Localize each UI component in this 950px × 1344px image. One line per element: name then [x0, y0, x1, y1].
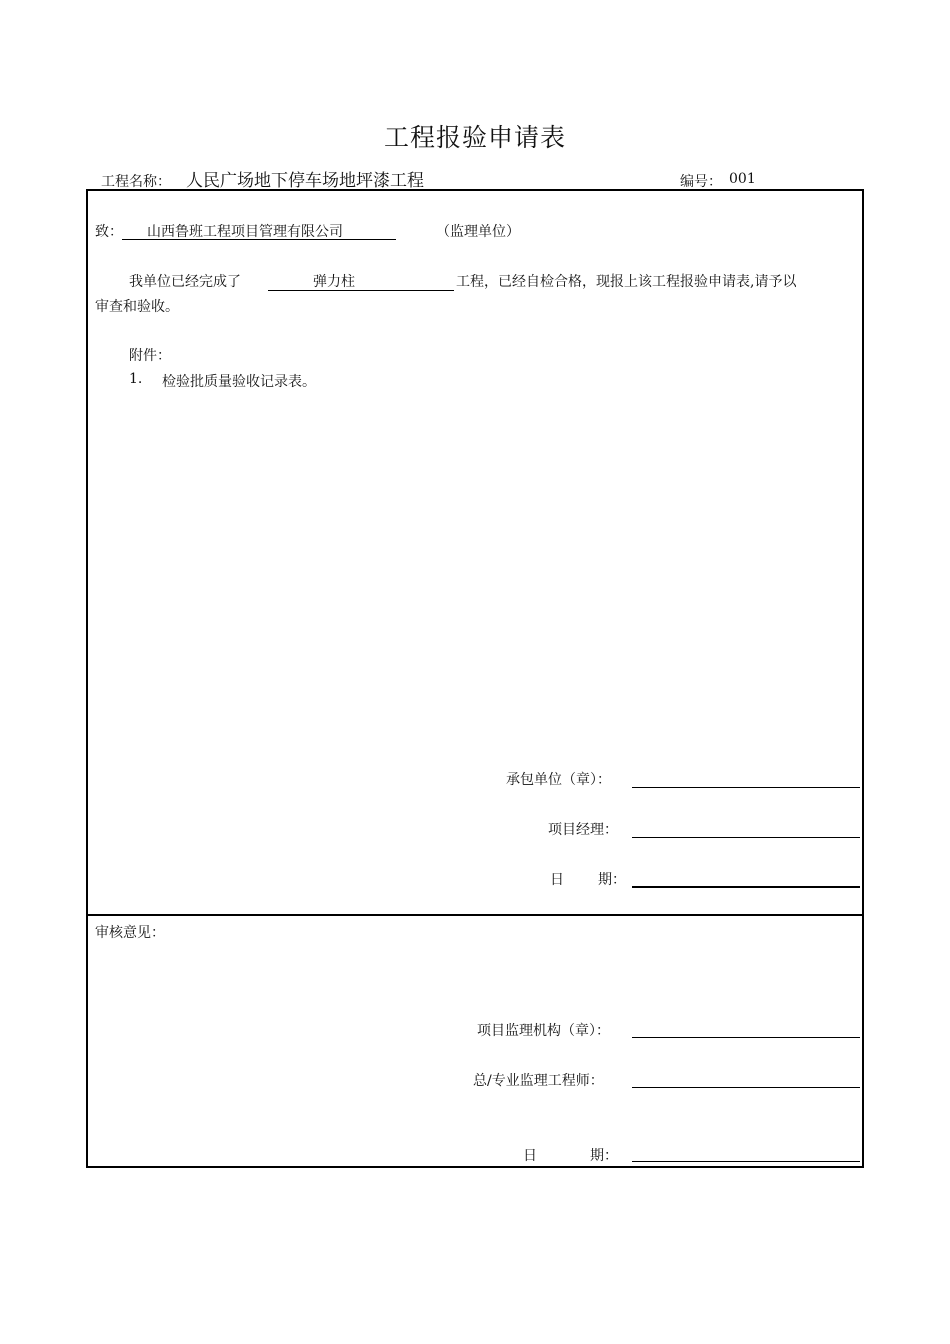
- project-manager-line[interactable]: [632, 837, 860, 838]
- statement-suffix: 工程，已经自检合格，现报上该工程报验申请表,请予以: [456, 274, 797, 290]
- number-value: 001: [729, 171, 756, 187]
- attachment-index: 1.: [129, 371, 143, 387]
- section-divider: [86, 914, 864, 916]
- form-title: 工程报验申请表: [383, 123, 566, 152]
- contractor-date-line[interactable]: [632, 886, 860, 888]
- contractor-unit-line[interactable]: [632, 787, 860, 788]
- work-item-value: 弹力柱: [313, 274, 355, 290]
- statement-line2: 审查和验收。: [95, 299, 179, 315]
- supervising-engineer-line[interactable]: [632, 1087, 860, 1088]
- supervisor-company-underline: [122, 239, 396, 240]
- contractor-date-label-1: 日: [550, 872, 564, 888]
- project-manager-label: 项目经理：: [548, 822, 618, 838]
- supervisor-company: 山西鲁班工程项目管理有限公司: [147, 224, 343, 240]
- supervision-org-line[interactable]: [632, 1037, 860, 1038]
- attachment-text: 检验批质量验收记录表。: [162, 374, 316, 390]
- supervising-engineer-label: 总/专业监理工程师：: [473, 1073, 604, 1089]
- attachments-label: 附件：: [129, 348, 171, 364]
- to-label: 致：: [95, 224, 123, 240]
- contractor-unit-label: 承包单位（章）：: [506, 772, 611, 788]
- review-date-line[interactable]: [632, 1161, 860, 1162]
- review-date-label-2: 期：: [590, 1148, 618, 1164]
- supervisor-unit-note: （监理单位）: [436, 224, 520, 240]
- review-date-label-1: 日: [523, 1148, 537, 1164]
- statement-prefix: 我单位已经完成了: [129, 274, 241, 290]
- review-opinion-label: 审核意见：: [95, 925, 165, 941]
- form-frame: [86, 189, 864, 1168]
- project-name-value: 人民广场地下停车场地坪漆工程: [186, 171, 424, 191]
- contractor-date-label-2: 期：: [598, 872, 626, 888]
- project-name-label: 工程名称：: [101, 174, 171, 190]
- work-item-underline: [268, 290, 454, 291]
- supervision-org-label: 项目监理机构（章）：: [477, 1023, 610, 1039]
- number-label: 编号：: [680, 174, 722, 190]
